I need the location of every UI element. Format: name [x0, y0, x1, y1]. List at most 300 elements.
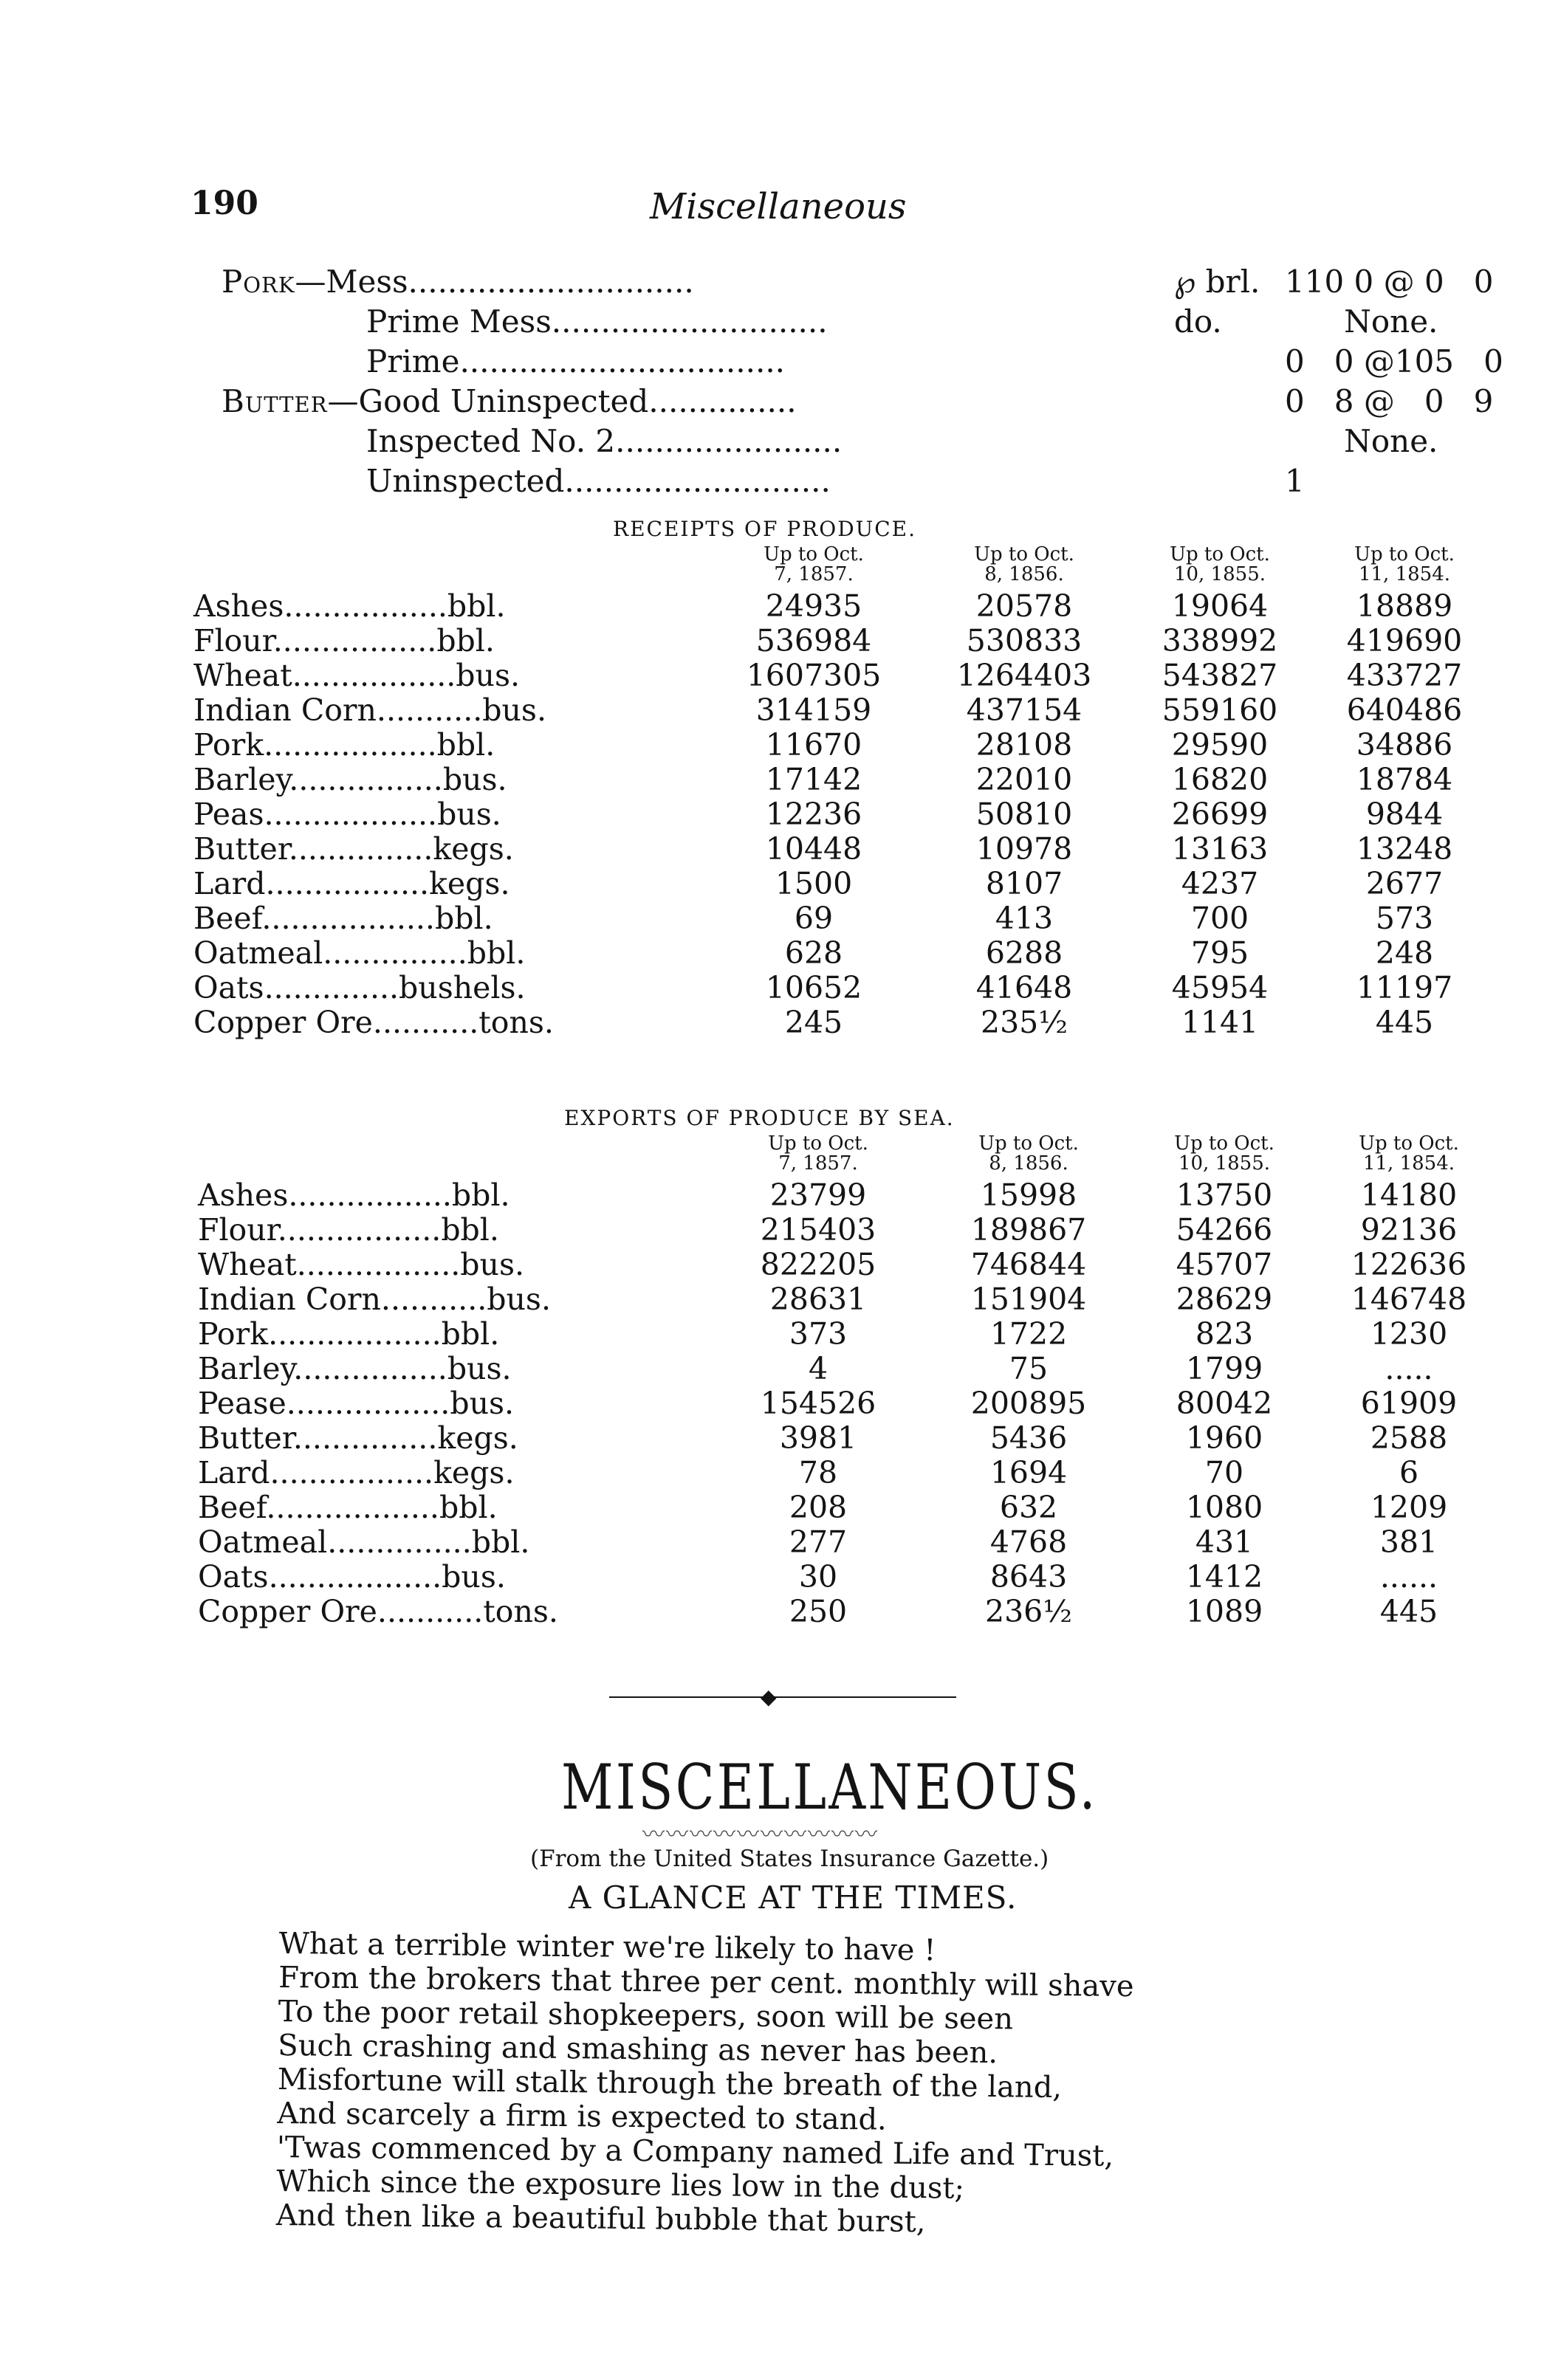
row-label: [193, 936, 703, 971]
leader-dots: ..................: [268, 1559, 442, 1595]
row-item: Oatmeal: [193, 935, 323, 971]
row-item: Peas: [193, 797, 264, 832]
column-header-line1: Up to Oct.: [1170, 543, 1270, 565]
price-list: [222, 262, 1503, 501]
table-cell: 28108: [975, 727, 1073, 763]
table-cell: 10448: [765, 831, 862, 867]
column-header: [703, 545, 924, 589]
price-unit: ℘ brl.: [1174, 264, 1260, 300]
row-label: [198, 1317, 707, 1352]
table-cell: 26699: [1171, 797, 1269, 832]
row-item: Beef: [193, 901, 262, 936]
leader-dots: ...........: [376, 692, 483, 728]
leader-dots: .............................: [408, 264, 694, 300]
table-cell: 122636: [1351, 1247, 1467, 1282]
receipts-table: [193, 545, 1493, 1040]
price-label: [366, 461, 831, 501]
row-label: [193, 971, 703, 1005]
table-cell: 14180: [1360, 1177, 1458, 1213]
table-cell: 1080: [1185, 1490, 1263, 1525]
poem-line: And then like a beautiful bubble that burst,: [275, 2198, 926, 2240]
table-cell: 78: [798, 1455, 838, 1490]
leader-dots: ..................: [264, 797, 438, 832]
row-unit: bus.: [437, 797, 501, 832]
column-header-line2: 11, 1854.: [1358, 563, 1451, 585]
row-unit: bus.: [460, 1247, 525, 1282]
table-cell: 338992: [1162, 623, 1278, 658]
row-item: Barley: [193, 762, 289, 797]
leader-dots: .................: [292, 658, 456, 693]
row-label: [198, 1525, 707, 1560]
price-value: 0 0 @105 0: [1285, 343, 1503, 379]
table-header-row: [198, 1134, 1497, 1178]
leader-dots: ................: [293, 1351, 447, 1386]
table-cell: 1694: [989, 1455, 1068, 1490]
row-label: [193, 867, 703, 901]
table-cell: 146748: [1351, 1282, 1467, 1317]
column-header-line1: Up to Oct.: [974, 543, 1074, 565]
header-blank: [193, 545, 703, 589]
table-cell: 419690: [1346, 623, 1463, 658]
table-cell: 4768: [989, 1524, 1068, 1560]
table-cell: 445: [1375, 1005, 1434, 1040]
leader-dots: .................: [286, 1386, 450, 1421]
table-cell: 1412: [1185, 1559, 1263, 1595]
table-cell: 23799: [769, 1177, 867, 1213]
table-cell: 236½: [985, 1594, 1072, 1629]
row-label: [198, 1178, 707, 1213]
row-label: [198, 1352, 707, 1386]
table-cell: 632: [999, 1490, 1058, 1525]
table-cell: 15998: [980, 1177, 1077, 1213]
table-cell: 4: [808, 1351, 828, 1386]
price-row: [222, 302, 1438, 342]
table-cell: 8643: [989, 1559, 1068, 1595]
leader-dots: ...............: [292, 1420, 438, 1456]
column-header: [1124, 545, 1316, 589]
row-item: Oats: [198, 1559, 269, 1595]
row-item: Ashes: [193, 588, 284, 624]
column-header-line1: Up to Oct.: [764, 543, 864, 565]
table-cell: 445: [1379, 1594, 1438, 1629]
article-title: A GLANCE AT THE TIMES.: [569, 1879, 1018, 1916]
table-row: [198, 1560, 1497, 1595]
row-label: [198, 1282, 707, 1317]
table-cell: 822205: [760, 1247, 876, 1282]
table-row: [198, 1317, 1497, 1352]
price-value: 0 8 @ 0 9: [1285, 383, 1494, 419]
row-unit: bushels.: [399, 970, 526, 1005]
row-unit: kegs.: [433, 1455, 515, 1490]
row-item: Wheat: [198, 1247, 297, 1282]
table-cell: 41648: [975, 970, 1073, 1005]
table-cell: 4237: [1181, 866, 1259, 901]
table-cell: 34886: [1356, 727, 1453, 763]
row-label: [193, 693, 703, 728]
table-cell: 314159: [755, 692, 872, 728]
row-item: Lard: [193, 866, 266, 901]
table-row: [193, 1005, 1493, 1040]
price-item: Inspected No. 2: [366, 423, 616, 459]
table-cell: 8107: [985, 866, 1063, 901]
table-cell: 543827: [1162, 658, 1278, 693]
row-unit: bus.: [442, 762, 507, 797]
table-cell: 12236: [765, 797, 862, 832]
column-header: [1128, 1134, 1320, 1178]
leader-dots: ..................: [261, 901, 435, 936]
row-item: Copper Ore: [193, 1005, 373, 1040]
price-label: [222, 262, 694, 302]
table-cell: 250: [789, 1594, 848, 1629]
table-cell: 28631: [769, 1282, 867, 1317]
leader-dots: .................: [284, 588, 447, 624]
column-header-line2: 8, 1856.: [989, 1152, 1068, 1174]
table-cell: 45707: [1176, 1247, 1273, 1282]
table-row: [198, 1352, 1497, 1386]
row-unit: bus.: [447, 1351, 512, 1386]
price-item: —Mess: [295, 264, 408, 300]
row-item: Pease: [198, 1386, 287, 1421]
row-item: Indian Corn: [193, 692, 377, 728]
table-cell: 16820: [1171, 762, 1269, 797]
leader-dots: .................: [277, 1212, 442, 1248]
table-cell: 1960: [1185, 1420, 1263, 1456]
exports-table: [198, 1134, 1497, 1629]
row-label: [198, 1213, 707, 1248]
price-item: Prime Mess: [366, 303, 552, 340]
table-row: [193, 936, 1493, 971]
row-item: Ashes: [198, 1177, 289, 1213]
price-category: Pork: [222, 264, 295, 300]
table-cell: 573: [1375, 901, 1434, 936]
table-cell: 13163: [1171, 831, 1269, 867]
table-cell: 6288: [985, 935, 1063, 971]
table-header-row: [193, 545, 1493, 589]
leader-dots: ...........: [380, 1282, 487, 1317]
row-label: [198, 1248, 707, 1282]
table-row: [193, 763, 1493, 797]
price-label: [222, 382, 797, 422]
table-cell: 28629: [1176, 1282, 1273, 1317]
row-unit: bbl.: [436, 727, 495, 763]
price-label: [366, 342, 785, 382]
table-cell: 50810: [975, 797, 1073, 832]
row-label: [198, 1560, 707, 1595]
row-label: [193, 728, 703, 763]
leader-dots: .................: [265, 866, 430, 901]
table-cell: 9844: [1365, 797, 1444, 832]
poem-line: Such crashing and smashing as never has been.: [278, 2028, 998, 2071]
price-row: [222, 422, 1438, 461]
table-cell: 151904: [970, 1282, 1087, 1317]
table-cell: 10652: [765, 970, 862, 1005]
table-row: [193, 867, 1493, 901]
row-unit: bbl.: [467, 935, 526, 971]
table-cell: ......: [1379, 1559, 1438, 1595]
table-cell: 1209: [1370, 1490, 1448, 1525]
row-label: [193, 832, 703, 867]
table-row: [198, 1421, 1497, 1456]
table-cell: 413: [995, 901, 1054, 936]
column-header-line1: Up to Oct.: [978, 1132, 1079, 1155]
table-cell: 823: [1195, 1316, 1254, 1352]
column-header-line1: Up to Oct.: [1354, 543, 1455, 565]
table-cell: 54266: [1176, 1212, 1273, 1248]
exports-title: EXPORTS OF PRODUCE BY SEA.: [564, 1106, 955, 1130]
column-header: [707, 1134, 929, 1178]
column-header: [1320, 1134, 1497, 1178]
price-row: [222, 262, 1494, 302]
leader-dots: ...............: [327, 1524, 472, 1560]
column-header: [929, 1134, 1128, 1178]
poem-line: 'Twas commenced by a Company named Life and Trust,: [276, 2130, 1114, 2173]
table-cell: 700: [1190, 901, 1249, 936]
table-cell: 431: [1195, 1524, 1254, 1560]
receipts-title: RECEIPTS OF PRODUCE.: [613, 517, 917, 541]
row-item: Indian Corn: [198, 1282, 381, 1317]
table-cell: 200895: [970, 1386, 1087, 1421]
row-item: Butter: [193, 831, 289, 867]
row-unit: bbl.: [441, 1316, 500, 1352]
poem-line: Which since the exposure lies low in the dust;: [276, 2164, 965, 2206]
leader-dots: ...........: [377, 1594, 484, 1629]
table-cell: 628: [784, 935, 843, 971]
row-unit: tons.: [478, 1005, 554, 1040]
row-label: [193, 624, 703, 658]
table-cell: 1799: [1185, 1351, 1263, 1386]
table-row: [193, 797, 1493, 832]
row-unit: bus.: [442, 1559, 506, 1595]
row-item: Pork: [193, 727, 264, 763]
table-cell: 2677: [1365, 866, 1444, 901]
leader-dots: .................................: [459, 343, 786, 379]
row-unit: bus.: [450, 1386, 515, 1421]
row-label: [193, 589, 703, 624]
column-header-line2: 8, 1856.: [984, 563, 1064, 585]
leader-dots: .................: [272, 623, 437, 658]
table-cell: 80042: [1176, 1386, 1273, 1421]
table-cell: 433727: [1346, 658, 1463, 693]
table-row: [193, 728, 1493, 763]
column-header-line2: 7, 1857.: [774, 563, 854, 585]
price-row: [222, 382, 1494, 422]
poem-line: Misfortune will stalk through the breath of the land,: [277, 2062, 1063, 2105]
poem-line: From the brokers that three per cent. monthly will shave: [278, 1960, 1134, 2004]
row-unit: bbl.: [471, 1524, 530, 1560]
table-cell: 530833: [966, 623, 1083, 658]
table-row: [193, 658, 1493, 693]
table-cell: 381: [1379, 1524, 1438, 1560]
price-item: Uninspected: [366, 463, 565, 499]
row-unit: bbl.: [441, 1212, 499, 1248]
row-label: [198, 1490, 707, 1525]
table-cell: 6: [1399, 1455, 1419, 1490]
column-header: [924, 545, 1124, 589]
table-row: [198, 1248, 1497, 1282]
table-cell: 245: [784, 1005, 843, 1040]
column-header-line2: 11, 1854.: [1362, 1152, 1455, 1174]
poem-line: And scarcely a firm is expected to stand.: [277, 2096, 888, 2137]
row-unit: bbl.: [439, 1490, 498, 1525]
table-cell: 13750: [1176, 1177, 1273, 1213]
price-value: 110 0 @ 0 0: [1285, 264, 1494, 300]
ornament-rule: [609, 1696, 956, 1698]
leader-dots: ...............: [323, 935, 467, 971]
table-cell: 30: [798, 1559, 838, 1595]
section-title: MISCELLANEOUS.: [561, 1751, 1098, 1823]
table-row: [193, 971, 1493, 1005]
table-row: [193, 693, 1493, 728]
row-unit: bus.: [482, 692, 547, 728]
row-unit: bbl.: [436, 623, 495, 658]
table-cell: 2588: [1370, 1420, 1448, 1456]
table-cell: 18889: [1356, 588, 1453, 624]
table-row: [193, 901, 1493, 936]
table-cell: 61909: [1360, 1386, 1458, 1421]
table-row: [198, 1178, 1497, 1213]
table-cell: 640486: [1346, 692, 1463, 728]
row-unit: kegs.: [433, 831, 514, 867]
poem-line: What a terrible winter we're likely to have !: [278, 1927, 936, 1968]
table-cell: 69: [794, 901, 834, 936]
page-number: 190: [191, 185, 258, 222]
table-cell: 373: [789, 1316, 848, 1352]
leader-dots: .................: [288, 1177, 452, 1213]
article-source: (From the United States Insurance Gazette.): [530, 1846, 1049, 1872]
table-cell: 1607305: [746, 658, 882, 693]
column-header-line2: 10, 1855.: [1173, 563, 1266, 585]
row-unit: kegs.: [429, 866, 510, 901]
row-label: [198, 1386, 707, 1421]
row-unit: bbl.: [434, 901, 493, 936]
price-item: Prime: [366, 343, 460, 379]
row-label: [193, 658, 703, 693]
row-item: Wheat: [193, 658, 292, 693]
column-header: [1316, 545, 1493, 589]
table-cell: 45954: [1171, 970, 1269, 1005]
row-item: Oats: [193, 970, 264, 1005]
table-cell: 277: [789, 1524, 848, 1560]
table-cell: 17142: [765, 762, 862, 797]
row-unit: bus.: [487, 1282, 552, 1317]
price-category: Butter: [222, 383, 328, 419]
table-cell: 1722: [989, 1316, 1068, 1352]
row-item: Oatmeal: [198, 1524, 328, 1560]
price-item: —Good Uninspected: [327, 383, 649, 419]
table-cell: 154526: [760, 1386, 876, 1421]
leader-dots: .................: [296, 1247, 461, 1282]
table-cell: 215403: [760, 1212, 876, 1248]
table-cell: 22010: [975, 762, 1073, 797]
table-row: [198, 1282, 1497, 1317]
row-item: Butter: [198, 1420, 293, 1456]
table-row: [193, 589, 1493, 624]
table-cell: 1089: [1185, 1594, 1263, 1629]
leader-dots: ................: [289, 762, 443, 797]
row-label: [198, 1595, 707, 1629]
row-unit: bbl.: [451, 1177, 510, 1213]
table-cell: 189867: [970, 1212, 1087, 1248]
wavy-rule-ornament: 〰〰〰〰〰〰〰〰〰〰: [642, 1822, 879, 1848]
poem-line: To the poor retail shopkeepers, soon will be seen: [278, 1994, 1014, 2037]
leader-dots: ...............: [648, 383, 797, 419]
row-label: [198, 1456, 707, 1490]
table-cell: 13248: [1356, 831, 1453, 867]
table-cell: 70: [1204, 1455, 1244, 1490]
row-item: Barley: [198, 1351, 294, 1386]
column-header-line1: Up to Oct.: [1359, 1132, 1459, 1155]
table-cell: 75: [1009, 1351, 1049, 1386]
row-unit: kegs.: [437, 1420, 518, 1456]
table-row: [198, 1456, 1497, 1490]
row-item: Pork: [198, 1316, 269, 1352]
table-cell: 746844: [970, 1247, 1087, 1282]
running-head: Miscellaneous: [650, 186, 907, 227]
column-header-line2: 7, 1857.: [778, 1152, 858, 1174]
leader-dots: ..................: [268, 1316, 442, 1352]
row-item: Flour: [193, 623, 273, 658]
price-value: 1: [1285, 463, 1305, 499]
table-cell: .....: [1385, 1351, 1433, 1386]
row-item: Copper Ore: [198, 1594, 377, 1629]
table-cell: 1230: [1370, 1316, 1448, 1352]
row-label: [193, 901, 703, 936]
table-row: [198, 1525, 1497, 1560]
price-row: [222, 342, 1503, 382]
row-unit: bbl.: [447, 588, 506, 624]
table-cell: 5436: [989, 1420, 1068, 1456]
column-header-line1: Up to Oct.: [1174, 1132, 1274, 1155]
table-cell: 248: [1375, 935, 1434, 971]
column-header-line1: Up to Oct.: [768, 1132, 868, 1155]
poem: [276, 1927, 1135, 2241]
leader-dots: ..................: [264, 727, 437, 763]
table-row: [198, 1490, 1497, 1525]
row-label: [193, 763, 703, 797]
table-cell: 235½: [981, 1005, 1068, 1040]
row-label: [198, 1421, 707, 1456]
table-cell: 24935: [765, 588, 862, 624]
header-blank: [198, 1134, 707, 1178]
leader-dots: .......................: [615, 423, 843, 459]
table-cell: 437154: [966, 692, 1083, 728]
table-cell: 92136: [1360, 1212, 1458, 1248]
price-value: None.: [1285, 303, 1438, 340]
row-item: Beef: [198, 1490, 267, 1525]
table-row: [193, 624, 1493, 658]
column-header-line2: 10, 1855.: [1178, 1152, 1271, 1174]
table-cell: 18784: [1356, 762, 1453, 797]
price-label: [366, 422, 842, 461]
leader-dots: ..................: [266, 1490, 439, 1525]
table-cell: 1500: [775, 866, 853, 901]
table-cell: 20578: [975, 588, 1073, 624]
price-unit: do.: [1174, 303, 1222, 340]
row-unit: bus.: [456, 658, 521, 693]
table-cell: 29590: [1171, 727, 1269, 763]
table-cell: 11197: [1356, 970, 1453, 1005]
table-cell: 19064: [1171, 588, 1269, 624]
row-item: Flour: [198, 1212, 278, 1248]
table-cell: 11670: [765, 727, 862, 763]
price-row: [222, 461, 1329, 501]
row-label: [193, 797, 703, 832]
table-cell: 795: [1190, 935, 1249, 971]
leader-dots: ...............: [288, 831, 433, 867]
leader-dots: ............................: [551, 303, 828, 340]
price-label: [366, 302, 828, 342]
leader-dots: ...........: [372, 1005, 479, 1040]
